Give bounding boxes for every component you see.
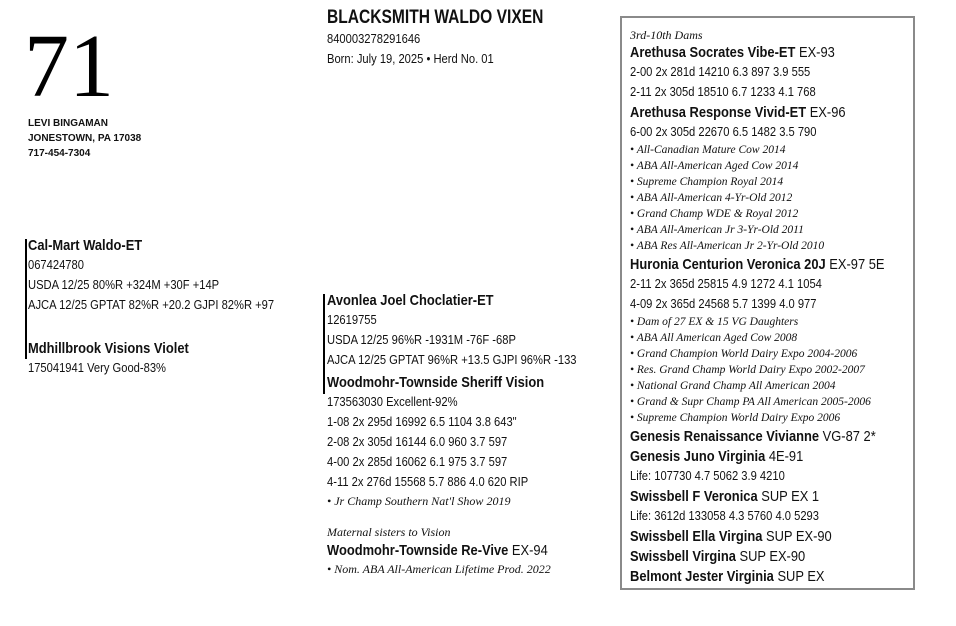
dams-list [630,28,926,588]
dam-reg: 173563030 Excellent-92% [327,394,458,409]
dam-sire-block [327,292,617,372]
sire-reg: 067424780 [28,257,84,272]
animal-name: BLACKSMITH WALDO VIXEN [327,7,544,28]
dam-10-name: Swissbell Virgina SUP EX-90 [630,548,806,565]
dam-5-note: • ABA All American Aged Cow 2008 [630,332,798,344]
dam-bracket [323,294,325,394]
maternal-heading: Maternal sisters to Vision [327,525,451,539]
dam-8-name: Swissbell F Veronica SUP EX 1 [630,488,820,505]
sire-ajca: AJCA 12/25 GPTAT 82%R +20.2 GJPI 82%R +97 [28,297,275,312]
dam-record: 1-08 2x 295d 16992 6.5 1104 3.8 643" [327,414,517,429]
dam-name: Woodmohr-Townside Sheriff Vision [327,374,545,391]
dam-3-record: 2-11 2x 305d 18510 6.7 1233 4.1 768 [630,84,816,99]
dam-5-name: Huronia Centurion Veronica 20J EX-97 5E [630,256,885,273]
owner-name: LEVI BINGAMAN [28,118,108,129]
sire-dam-block [28,340,215,380]
dam-4-note: • ABA Res All-American Jr 2-Yr-Old 2010 [630,240,825,252]
dam-4-record: 6-00 2x 305d 22670 6.5 1482 3.5 790 [630,124,817,139]
maternal-sisters-block [327,525,584,578]
dam-5-note: • Grand & Supr Champ PA All American 2005-2006 [630,396,871,408]
dam-3-name: Arethusa Socrates Vibe-ET EX-93 [630,44,835,61]
dam-5-note: • Dam of 27 EX & 15 VG Daughters [630,316,799,328]
sire-dam-reg: 175041941 Very Good-83% [28,360,167,375]
dam-sire-usda: USDA 12/25 96%R -1931M -76F -68P [327,332,516,347]
dam-record: 2-08 2x 305d 16144 6.0 960 3.7 597 [327,434,508,449]
dam-5-record: 4-09 2x 365d 24568 5.7 1399 4.0 977 [630,296,817,311]
dam-6-name: Genesis Renaissance Vivianne VG-87 2* [630,428,876,445]
sire-usda: USDA 12/25 80%R +324M +30F +14P [28,277,220,292]
dam-5-note: • Grand Champion World Dairy Expo 2004-2006 [630,348,858,360]
dam-block [327,374,580,510]
dam-4-note: • ABA All-American 4-Yr-Old 2012 [630,192,793,204]
sire-name: Cal-Mart Waldo-ET [28,237,143,254]
dams-heading: 3rd-10th Dams [630,28,703,42]
sire-dam-name: Mdhillbrook Visions Violet [28,340,189,357]
dam-5-note: • National Grand Champ All American 2004 [630,380,836,392]
dam-5-record: 2-11 2x 365d 25815 4.9 1272 4.1 1054 [630,276,822,291]
owner-phone: 717-454-7304 [28,148,91,159]
dam-note: • Jr Champ Southern Nat'l Show 2019 [327,494,511,508]
dam-4-note: • ABA All-American Aged Cow 2014 [630,160,799,172]
dam-3-record: 2-00 2x 281d 14210 6.3 897 3.9 555 [630,64,811,79]
sire-bracket [25,239,27,359]
dams-box [620,16,915,590]
owner-location: JONESTOWN, PA 17038 [28,133,142,144]
animal-birth-info: Born: July 19, 2025 • Herd No. 01 [327,51,494,66]
dam-5-note: • Res. Grand Champ World Dairy Expo 2002-2007 [630,364,865,376]
dam-11-name: Belmont Jester Virginia SUP EX [630,568,825,585]
dam-7-record: Life: 107730 4.7 5062 3.9 4210 [630,468,785,483]
dam-4-note: • ABA All-American Jr 3-Yr-Old 2011 [630,224,804,236]
lot-number: 71 [24,17,114,116]
animal-registration: 840003278291646 [327,31,421,46]
dam-9-name: Swissbell Ella Virgina SUP EX-90 [630,528,832,545]
dam-sire-name: Avonlea Joel Choclatier-ET [327,292,494,309]
dam-7-name: Genesis Juno Virginia 4E-91 [630,448,804,465]
sire-block [28,237,314,317]
owner-info [28,116,141,161]
dam-sire-reg: 12619755 [327,312,377,327]
dam-record: 4-11 2x 276d 15568 5.7 886 4.0 620 RIP [327,474,529,489]
maternal-sister-note: • Nom. ABA All-American Lifetime Prod. 2022 [327,562,551,576]
dam-sire-ajca: AJCA 12/25 GPTAT 96%R +13.5 GJPI 96%R -133 [327,352,577,367]
dam-4-note: • All-Canadian Mature Cow 2014 [630,144,786,156]
dam-record: 4-00 2x 285d 16062 6.1 975 3.7 597 [327,454,508,469]
dam-4-note: • Grand Champ WDE & Royal 2012 [630,208,799,220]
dam-4-note: • Supreme Champion Royal 2014 [630,176,784,188]
dam-5-note: • Supreme Champion World Dairy Expo 2006 [630,412,841,424]
dam-8-record: Life: 3612d 133058 4.3 5760 4.0 5293 [630,508,819,523]
maternal-sister-name: Woodmohr-Townside Re-Vive EX-94 [327,542,548,559]
dam-4-name: Arethusa Response Vivid-ET EX-96 [630,104,846,121]
